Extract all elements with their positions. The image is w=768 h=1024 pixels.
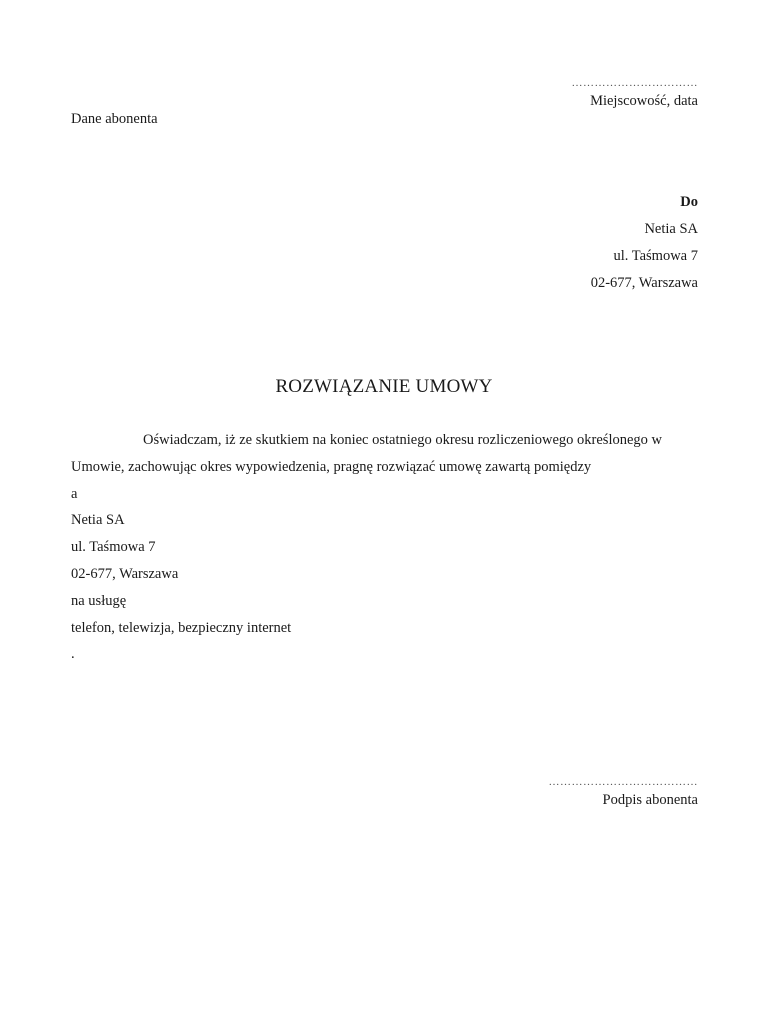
body-line: na usługę — [71, 592, 127, 609]
document-title: ROZWIĄZANIE UMOWY — [275, 376, 493, 397]
place-date-dots: …………………………… — [571, 77, 698, 89]
recipient-company: Netia SA — [644, 221, 698, 237]
body-line: . — [71, 646, 75, 663]
document-body — [71, 433, 701, 674]
signature-dots: ………………………………… — [548, 776, 698, 788]
body-line: 02-677, Warszawa — [71, 565, 179, 582]
subscriber-data-label: Dane abonenta — [71, 111, 158, 127]
recipient-to-label: Do — [680, 194, 698, 210]
body-line: ul. Taśmowa 7 — [71, 539, 156, 556]
place-date-label: Miejscowość, data — [590, 93, 698, 109]
body-line: a — [71, 485, 78, 502]
body-line: Netia SA — [71, 512, 125, 529]
body-line: Oświadczam, iż ze skutkiem na koniec ostatniego okresu rozliczeniowego określonego w — [143, 432, 663, 448]
signature-label: Podpis abonenta — [602, 792, 698, 808]
body-line: Umowie, zachowując okres wypowiedzenia, pragnę rozwiązać umowę zawartą pomiędzy — [71, 458, 592, 475]
body-line: telefon, telewizja, bezpieczny internet — [71, 619, 292, 636]
recipient-street: ul. Taśmowa 7 — [613, 248, 698, 264]
recipient-city: 02-677, Warszawa — [590, 275, 698, 291]
